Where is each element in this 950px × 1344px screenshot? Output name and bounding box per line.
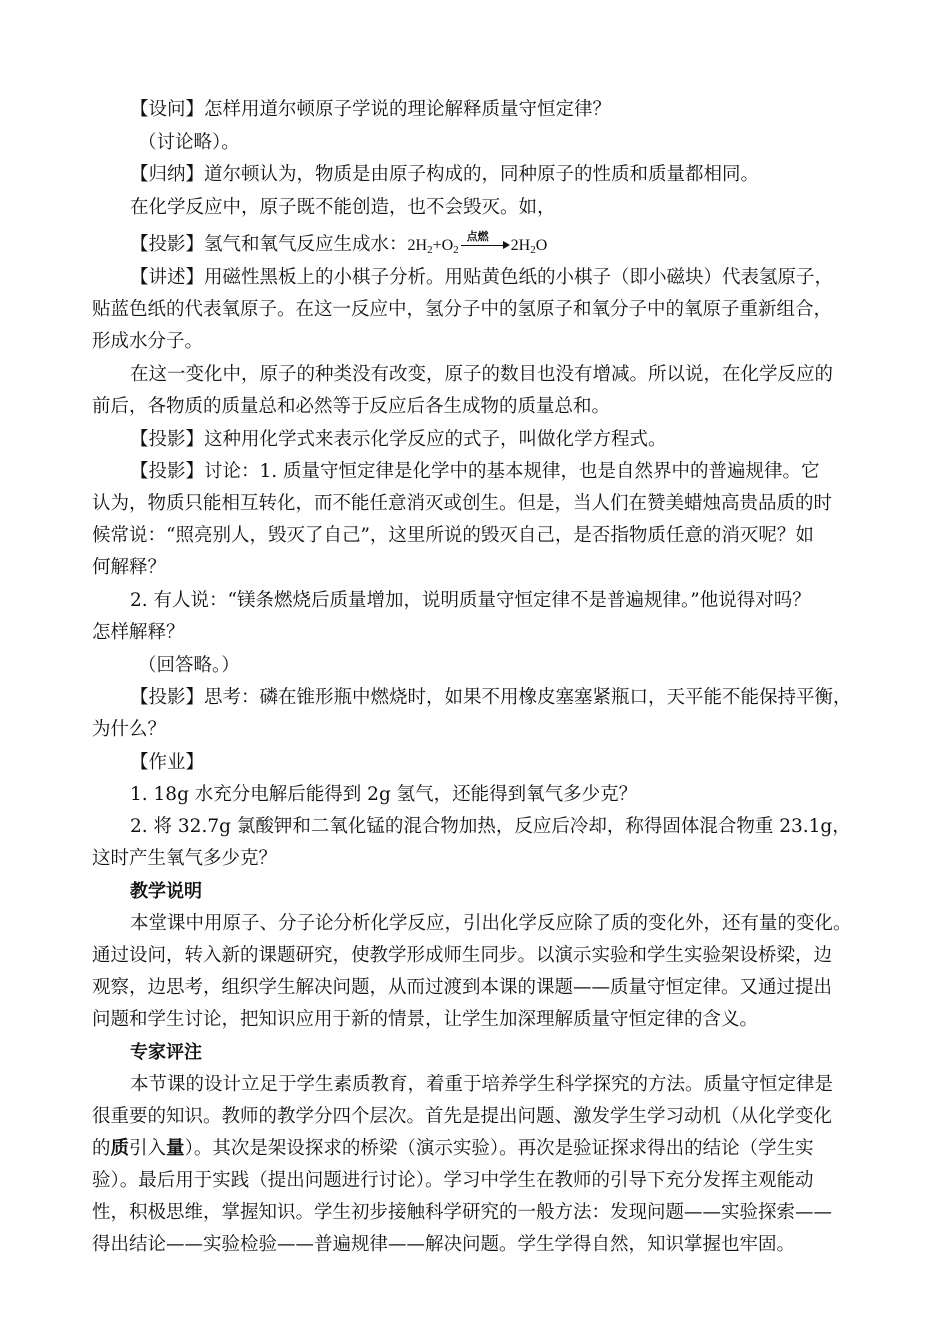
projection-equation-def: 【投影】这种用化学式来表示化学反应的式子，叫做化学方程式。 (130, 429, 667, 450)
homework-2-line-2: 这时产生氧气多少克？ (92, 848, 278, 869)
reaction-condition: 点燃 (466, 230, 489, 243)
teaching-notes-line-4: 问题和学生讨论，把知识应用于新的情景，让学生加深理解质量守恒定律的含义。 (92, 1009, 759, 1030)
discussion-omitted: （讨论略）。 (138, 132, 240, 153)
expert-text-fragment: 的 (92, 1138, 111, 1159)
teaching-notes-heading: 教学说明 (130, 881, 202, 902)
chemical-equation: $2H_2+O_2$ 点燃 $2H_2O$ (408, 237, 548, 254)
homework-1: 1. 18g 水充分电解后能得到 2g 氢气，还能得到氧气多少克？ (130, 784, 638, 805)
equation-line (130, 232, 547, 263)
discussion-2-line-1: 2. 有人说：“镁条燃烧后质量增加，说明质量守恒定律不是普遍规律。”他说得对吗？ (130, 590, 811, 611)
discussion-1-line-2: 认为，物质只能相互转化，而不能任意消灭或创生。但是，当人们在赞美蜡烛高贵品质的时 (92, 493, 833, 514)
question-line: 【设问】怎样用道尔顿原子学说的理论解释质量守恒定律？ (130, 99, 612, 120)
discussion-1-line-3: 候常说：“照亮别人，毁灭了自己”，这里所说的毁灭自己，是否指物质任意的消灭呢？如 (92, 525, 814, 546)
discussion-2-line-2: 怎样解释？ (92, 622, 185, 643)
expert-comment-line-2: 很重要的知识。教师的教学分四个层次。首先是提出问题、激发学生学习动机（从化学变化 (92, 1106, 833, 1127)
think-line-1: 【投影】思考：磷在锥形瓶中燃烧时，如果不用橡皮塞塞紧瓶口，天平能不能保持平衡， (130, 687, 852, 708)
lecture-line-1: 【讲述】用磁性黑板上的小棋子分析。用贴黄色纸的小棋子（即小磁块）代表氢原子， (130, 267, 834, 288)
teaching-notes-line-2: 通过设问，转入新的课题研究，使教学形成师生同步。以演示实验和学生实验架设桥梁，边 (92, 945, 833, 966)
discussion-1-line-4: 何解释？ (92, 557, 167, 578)
expert-comment-line-3 (92, 1136, 814, 1162)
homework-heading: 【作业】 (130, 752, 205, 773)
reaction-arrow (459, 232, 511, 258)
atom-conservation-line: 在化学反应中，原子既不能创造，也不会毁灭。如， (130, 197, 556, 218)
answer-omitted: （回答略。） (138, 655, 240, 676)
emphasis-quantity: 量 (166, 1138, 185, 1159)
lecture-line-2: 贴蓝色纸的代表氧原子。在这一反应中，氢分子中的氢原子和氧分子中的氧原子重新组合， (92, 299, 833, 320)
discussion-1-line-1: 【投影】讨论：1. 质量守恒定律是化学中的基本规律，也是自然界中的普遍规律。它 (130, 461, 820, 482)
think-line-2: 为什么？ (92, 719, 167, 740)
teaching-notes-line-3: 观察，边思考，组织学生解决问题，从而过渡到本课的课题——质量守恒定律。又通过提出 (92, 977, 833, 998)
summary-line: 【归纳】道尔顿认为，物质是由原子构成的，同种原子的性质和质量都相同。 (130, 164, 760, 185)
projection-label: 【投影】氢气和氧气反应生成水： (130, 234, 408, 255)
homework-2-line-1: 2. 将 32.7g 氯酸钾和二氧化锰的混合物加热，反应后冷却，称得固体混合物重 23.1g， (130, 816, 851, 837)
lecture-line-3: 形成水分子。 (92, 331, 204, 352)
change-line-1: 在这一变化中，原子的种类没有改变，原子的数目也没有增减。所以说，在化学反应的 (130, 364, 834, 385)
expert-comment-line-4: 验）。最后用于实践（提出问题进行讨论）。学习中学生在教师的引导下充分发挥主观能动 (92, 1170, 814, 1191)
expert-text-fragment: 引入 (129, 1138, 167, 1159)
expert-comment-line-1: 本节课的设计立足于学生素质教育，着重于培养学生科学探究的方法。质量守恒定律是 (130, 1074, 834, 1095)
change-line-2: 前后，各物质的质量总和必然等于反应后各生成物的质量总和。 (92, 396, 611, 417)
teaching-notes-line-1: 本堂课中用原子、分子论分析化学反应，引出化学反应除了质的变化外，还有量的变化。 (130, 913, 852, 934)
expert-comment-line-5: 性，积极思维，掌握知识。学生初步接触科学研究的一般方法：发现问题——实验探索—— (92, 1202, 833, 1223)
expert-comment-heading: 专家评注 (130, 1042, 202, 1063)
expert-text-fragment: ）。其次是架设探求的桥梁（演示实验）。再次是验证探求得出的结论（学生实 (184, 1138, 814, 1159)
expert-comment-line-6: 得出结论——实验检验——普遍规律——解决问题。学生学得自然，知识掌握也牢固。 (92, 1234, 796, 1255)
emphasis-quality: 质 (110, 1138, 130, 1159)
